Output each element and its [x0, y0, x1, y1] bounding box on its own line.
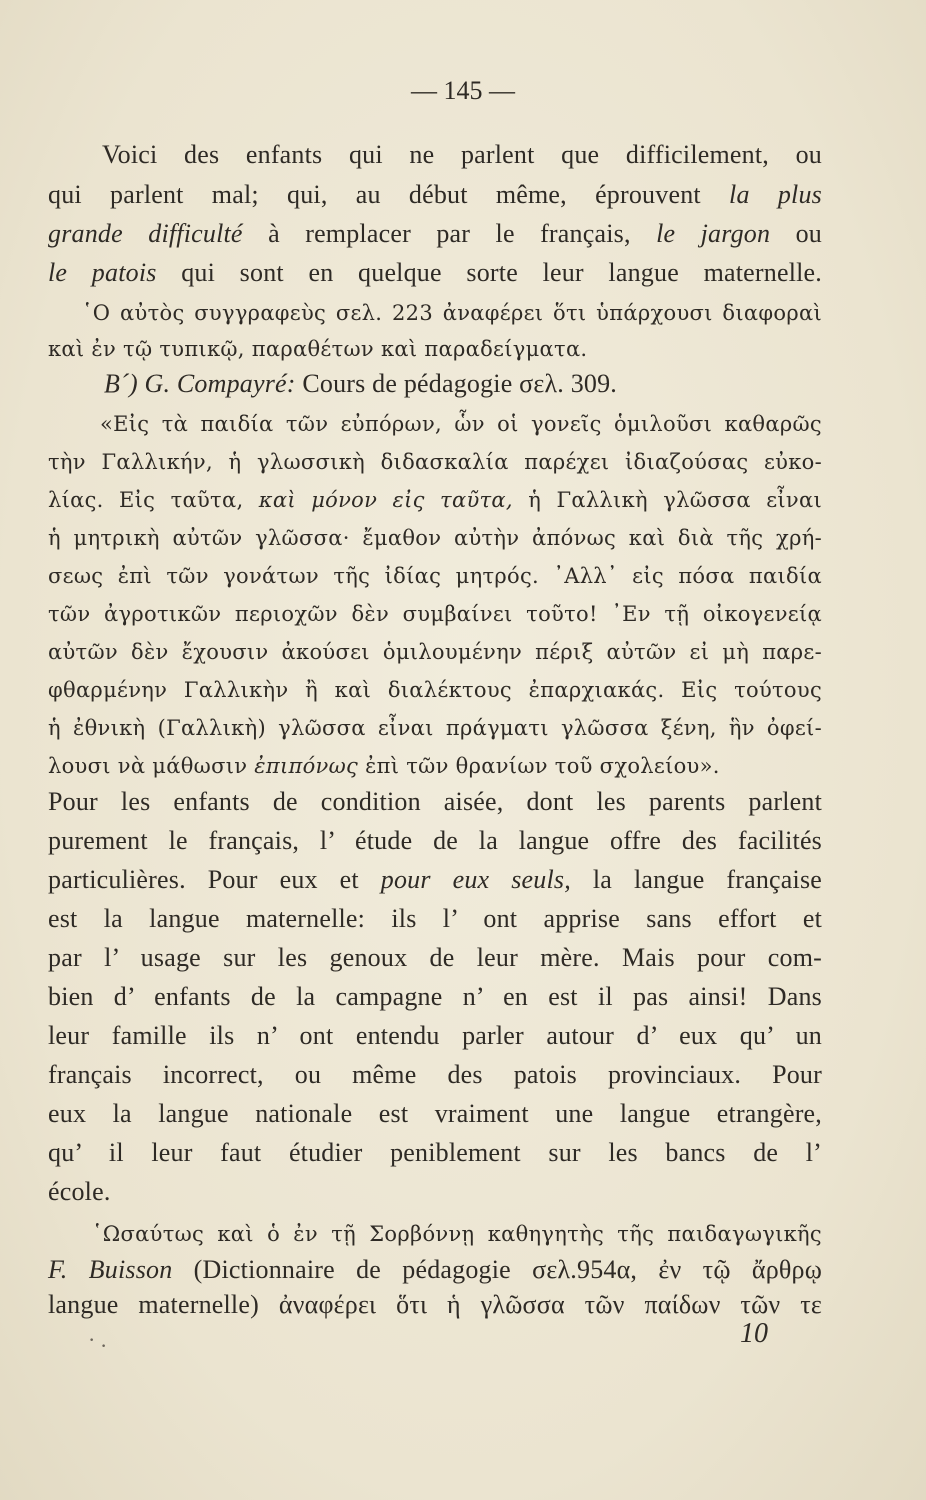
text-line: école. [48, 1177, 111, 1206]
text-line: «Εἰς τὰ παιδία τῶν εὐπόρων, ὧν οἱ γονεῖς ὁμιλοῦσι καθαρῶς [100, 412, 822, 436]
text-line: καὶ ἐν τῷ τυπικῷ, παραθέτων καὶ παραδείγματα. [48, 337, 588, 361]
text-line: purement le français, l’ étude de la langue offre des facilités [48, 826, 822, 855]
text-line: langue maternelle) ἀναφέρει ὅτι ἡ γλῶσσα τῶν παίδων τῶν τε [48, 1290, 822, 1319]
text-line: σεως ἐπὶ τῶν γονάτων τῆς ἰδίας μητρός. ᾿Αλλ᾿ εἰς πόσα παιδία [48, 564, 822, 588]
page-number: — 145 — [411, 76, 515, 105]
text-line: est la langue maternelle: ils l’ ont apprise sans effort et [48, 904, 822, 933]
text-line: φθαρμένην Γαλλικὴν ἢ καὶ διαλέκτους ἐπαρχιακάς. Εἰς τούτους [48, 678, 822, 702]
text-line: ἡ μητρικὴ αὐτῶν γλῶσσα· ἔμαθον αὐτὴν ἀπόνως καὶ διὰ τῆς χρή- [48, 526, 822, 550]
text-line: français incorrect, ou même des patois provinciaux. Pour [48, 1060, 822, 1089]
text-line: leur famille ils n’ ont entendu parler autour d’ eux qu’ un [48, 1021, 822, 1050]
text-line: eux la langue nationale est vraiment une langue etrangère, [48, 1099, 822, 1128]
text-line: αὐτῶν δὲν ἔχουσιν ἀκούσει ὁμιλουμένην πέριξ αὐτῶν εἰ μὴ παρε- [48, 640, 822, 664]
signature-mark: 10 [740, 1318, 768, 1349]
text-line: F. Buisson (Dictionnaire de pédagogie σελ.954α, ἐν τῷ ἄρθρῳ [48, 1255, 823, 1284]
text-line: Β´) G. Compayré: Cours de pédagogie σελ. 309. [104, 369, 617, 398]
text-line: τῶν ἀγροτικῶν περιοχῶν δὲν συμβαίνει τοῦτο! ᾿Εν τῇ οἰκογενείᾳ [48, 602, 822, 626]
print-specks: · . [88, 1327, 107, 1352]
text-line: qu’ il leur faut étudier peniblement sur les bancs de l’ [48, 1138, 822, 1167]
text-line: particulières. Pour eux et pour eux seuls, la langue française [48, 865, 823, 894]
text-line: λίας. Εἰς ταῦτα, καὶ μόνον εἰς ταῦτα, ἡ Γαλλικὴ γλῶσσα εἶναι [48, 488, 823, 512]
text-line: par l’ usage sur les genoux de leur mère. Mais pour com- [48, 943, 822, 972]
text-line: ῾Ωσαύτως καὶ ὁ ἐν τῇ Σορβόννῃ καθηγητὴς τῆς παιδαγωγικῆς [92, 1222, 822, 1246]
text-line: grande difficulté à remplacer par le français, le jargon ou [48, 219, 822, 248]
text-line: τὴν Γαλλικήν, ἡ γλωσσικὴ διδασκαλία παρέχει ἰδιαζούσας εὐκο- [48, 450, 822, 474]
text-line: Voici des enfants qui ne parlent que difficilement, ou [102, 140, 822, 169]
text-line: bien d’ enfants de la campagne n’ en est il pas ainsi! Dans [48, 982, 822, 1011]
text-line: ἡ ἐθνικὴ (Γαλλικὴ) γλῶσσα εἶναι πράγματι γλῶσσα ξένη, ἣν ὀφεί- [48, 716, 822, 740]
text-line: Pour les enfants de condition aisée, dont les parents parlent [48, 787, 822, 816]
text-line: ῾Ο αὐτὸς συγγραφεὺς σελ. 223 ἀναφέρει ὅτι ὑπάρχουσι διαφοραὶ [82, 301, 822, 325]
text-line: le patois qui sont en quelque sorte leur langue maternelle. [48, 258, 822, 287]
text-line: qui parlent mal; qui, au début même, éprouvent la plus [48, 180, 822, 209]
text-line: λουσι νὰ μάθωσιν ἐπιπόνως ἐπὶ τῶν θρανίων τοῦ σχολείου». [48, 754, 720, 778]
